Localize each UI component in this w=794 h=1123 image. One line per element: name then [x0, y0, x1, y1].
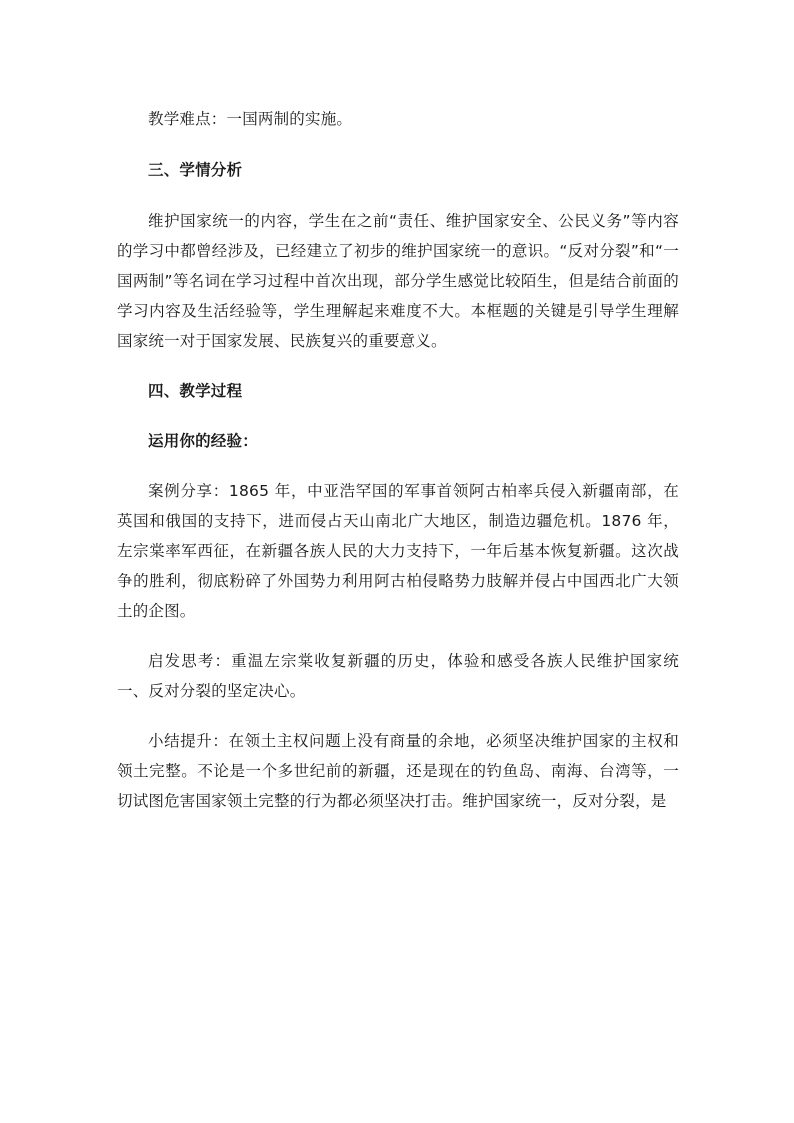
section-heading-teaching-process: 四、教学过程	[148, 382, 243, 400]
case-share-paragraph: 案例分享：1865 年，中亚浩罕国的军事首领阿古柏率兵侵入新疆南部，在英国和俄国的支持下，进而侵占天山南北广大地区，制造边疆危机。1876 年，左宗棠率军西征，在新疆各族人民的大力支持下，一年后基本恢复新疆。这次战争的胜利，彻底粉碎了外国势力利用阿古柏侵略势力肢解并侵占中国西北广大领土的企图。	[117, 482, 679, 620]
summary-paragraph: 小结提升：在领土主权问题上没有商量的余地，必须坚决维护国家的主权和领土完整。不论是一个多世纪前的新疆，还是现在的钓鱼岛、南海、台湾等，一切试图危害国家领土完整的行为都必须坚决打击。维护国家统一，反对分裂，是	[117, 732, 679, 810]
document-body	[117, 104, 679, 816]
subsection-heading-experience: 运用你的经验：	[148, 432, 258, 450]
section-heading-student-analysis: 三、学情分析	[148, 161, 243, 179]
student-analysis-paragraph: 维护国家统一的内容，学生在之前“责任、维护国家安全、公民义务”等内容的学习中都曾经涉及，已经建立了初步的维护国家统一的意识。“反对分裂”和“一国两制”等名词在学习过程中首次出现，部分学生感觉比较陌生，但是结合前面的学习内容及生活经验等，学生理解起来难度不大。本框题的关键是引导学生理解国家统一对于国家发展、民族复兴的重要意义。	[117, 212, 679, 350]
teaching-difficulty: 教学难点：一国两制的实施。	[148, 110, 353, 128]
inspire-thinking-paragraph: 启发思考：重温左宗棠收复新疆的历史，体验和感受各族人民维护国家统一、反对分裂的坚定决心。	[117, 652, 679, 700]
